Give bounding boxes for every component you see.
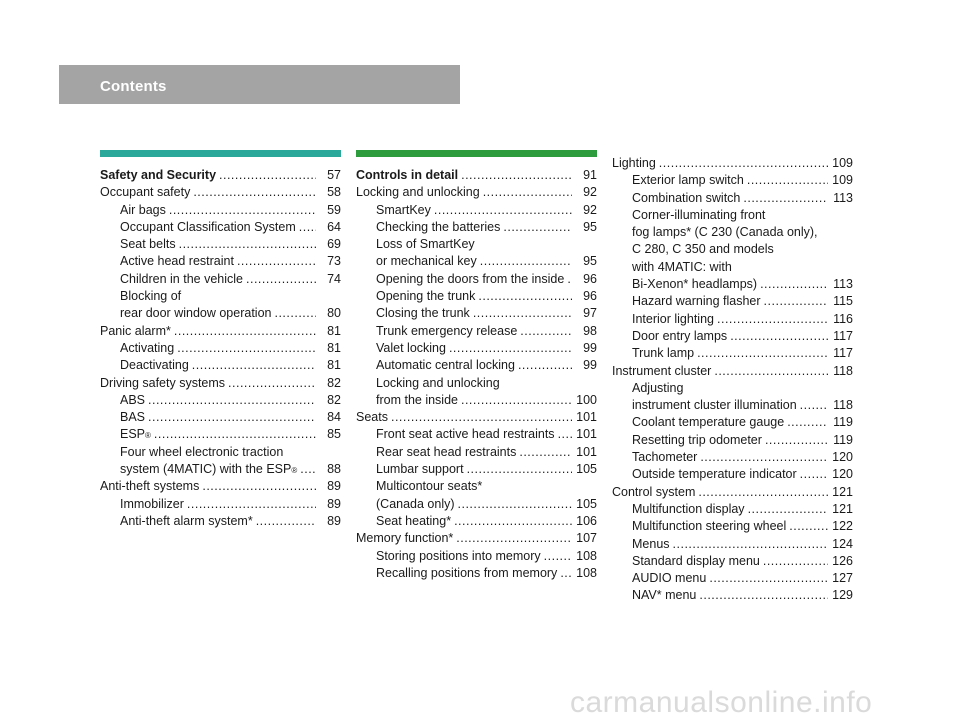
dot-leader	[764, 293, 828, 310]
dot-leader	[567, 271, 572, 288]
toc-entry-page: 64	[327, 219, 341, 234]
toc-entry[interactable]	[356, 548, 597, 565]
toc-entry-title: Adjusting	[632, 380, 684, 395]
toc-entry-title: Menus	[632, 536, 670, 551]
dot-leader	[787, 414, 828, 431]
toc-entry-page: 96	[583, 289, 597, 304]
toc-entry-page: 117	[833, 328, 853, 343]
toc-entry-title: with 4MATIC: with	[632, 259, 732, 274]
dot-leader	[193, 184, 316, 201]
toc-entry[interactable]: system (4MATIC) with the ESP ® ..... 88	[100, 461, 341, 478]
toc-entry-page: 89	[327, 513, 341, 528]
section-rule-green	[356, 150, 597, 157]
toc-entry[interactable]	[612, 449, 853, 466]
toc-entry[interactable]	[100, 478, 341, 495]
toc-entry-page: 101	[576, 410, 597, 425]
toc-entry-page: 107	[576, 531, 597, 546]
dot-leader	[177, 340, 316, 357]
toc-entry-title: Valet locking	[376, 340, 446, 355]
toc-entry-title: Recalling positions from memory	[376, 565, 558, 580]
toc-entry-page: 108	[576, 565, 597, 580]
toc-entry-page: 59	[327, 202, 341, 217]
toc-entry-title: Rear seat head restraints	[376, 444, 517, 459]
toc-entry-page: 119	[833, 432, 853, 447]
toc-entry[interactable]	[356, 496, 597, 513]
toc-entry[interactable]	[612, 328, 853, 345]
dot-leader	[659, 155, 828, 172]
toc-entry-page: 81	[327, 323, 341, 338]
toc-entry-title: Resetting trip odometer	[632, 432, 762, 447]
dot-leader	[454, 513, 572, 530]
dot-leader	[202, 478, 316, 495]
toc-entry-page: 99	[583, 358, 597, 373]
toc-entry-title: Locking and unlocking	[356, 185, 480, 200]
toc-entry[interactable]	[100, 184, 341, 201]
toc-entry[interactable]	[100, 288, 341, 305]
dot-leader	[519, 444, 572, 461]
dot-leader	[560, 565, 572, 582]
toc-entry-title: Occupant safety	[100, 185, 191, 200]
toc-entry[interactable]	[612, 432, 853, 449]
toc-entry-page: 95	[583, 219, 597, 234]
dot-leader	[730, 328, 828, 345]
dot-leader	[483, 184, 572, 201]
dot-leader	[558, 426, 572, 443]
dot-leader	[246, 271, 316, 288]
toc-entry-title: Panic alarm*	[100, 323, 171, 338]
dot-leader	[179, 236, 316, 253]
header-bar	[59, 65, 460, 104]
toc-entry[interactable]	[356, 305, 597, 322]
toc-entry-title: Occupant Classification System	[120, 219, 296, 234]
toc-entry-title: Automatic central locking	[376, 358, 515, 373]
page-title: Contents	[100, 78, 167, 95]
dot-leader	[503, 219, 572, 236]
toc-entry-title: C 280, C 350 and models	[632, 242, 774, 257]
toc-entry[interactable]: ESP ® ..... 85	[100, 426, 341, 443]
toc-entry[interactable]	[100, 202, 341, 219]
toc-entry-page: 58	[327, 185, 341, 200]
toc-entry-page: 74	[327, 271, 341, 286]
toc-entry-title: Interior lighting	[632, 311, 714, 326]
toc-entry-page: 122	[832, 519, 853, 534]
toc-entry-title: Opening the trunk	[376, 289, 476, 304]
toc-entry-title: instrument cluster illumination	[632, 398, 797, 413]
toc-entry-title: Instrument cluster	[612, 363, 712, 378]
dot-leader	[154, 426, 316, 443]
toc-entry-title: Trunk lamp	[632, 346, 695, 361]
toc-entry-page: 118	[833, 363, 853, 378]
toc-list	[612, 155, 853, 605]
toc-entry-title: Trunk emergency release	[376, 323, 518, 338]
toc-entry-page: 81	[327, 358, 341, 373]
toc-entry-page: 119	[833, 415, 853, 430]
toc-entry-title: Activating	[120, 340, 175, 355]
toc-entry-page: 121	[832, 484, 853, 499]
toc-entry-title: BAS	[120, 410, 146, 425]
toc-entry-page: 116	[833, 311, 853, 326]
dot-leader	[760, 276, 828, 293]
dot-leader	[174, 323, 316, 340]
toc-entry-title: from the inside	[376, 392, 458, 407]
section-rule-teal	[100, 150, 341, 157]
dot-leader	[518, 357, 572, 374]
dot-leader	[748, 501, 828, 518]
toc-entry[interactable]	[100, 219, 341, 236]
toc-entry[interactable]	[356, 340, 597, 357]
toc-entry-page: 88	[327, 462, 341, 477]
toc-entry[interactable]	[612, 466, 853, 483]
toc-entry-page: 91	[583, 168, 597, 182]
toc-entry-title: rear door window operation	[120, 306, 272, 321]
toc-entry[interactable]	[612, 501, 853, 518]
toc-entry-title: Exterior lamp switch	[632, 173, 744, 188]
dot-leader	[192, 357, 316, 374]
toc-entry-title: Seats	[356, 410, 388, 425]
dot-leader	[520, 323, 572, 340]
toc-entry-title: Multicontour seats*	[376, 479, 483, 494]
dot-leader	[300, 461, 316, 478]
dot-leader	[709, 570, 828, 587]
toc-entry[interactable]	[612, 293, 853, 310]
toc-entry-title: Hazard warning flasher	[632, 294, 761, 309]
toc-entry[interactable]	[612, 224, 853, 241]
toc-entry[interactable]	[100, 392, 341, 409]
toc-entry[interactable]	[612, 241, 853, 258]
toc-entry[interactable]	[612, 276, 853, 293]
toc-entry-page: 92	[583, 202, 597, 217]
toc-entry[interactable]	[612, 259, 853, 276]
toc-entry-page: 105	[576, 496, 597, 511]
dot-leader	[274, 305, 316, 322]
toc-entry[interactable]	[612, 311, 853, 328]
toc-entry-page: 115	[833, 294, 853, 309]
toc-entry-title: Anti-theft systems	[100, 479, 200, 494]
toc-entry-page: 120	[832, 450, 853, 465]
toc-entry-title: Corner-illuminating front	[632, 207, 766, 222]
toc-entry-page: 106	[576, 513, 597, 528]
toc-entry-title: Outside temperature indicator	[632, 467, 797, 482]
toc-entry-page: 96	[583, 271, 597, 286]
toc-entry[interactable]	[100, 236, 341, 253]
toc-entry-title: Storing positions into memory	[376, 548, 541, 563]
toc-entry-page: 89	[327, 496, 341, 511]
dot-leader	[747, 172, 828, 189]
dot-leader	[717, 311, 828, 328]
toc-entry-title: Memory function*	[356, 531, 454, 546]
toc-entry-page: 80	[327, 306, 341, 321]
dot-leader	[449, 340, 572, 357]
toc-entry-page: 57	[327, 168, 341, 182]
toc-entry[interactable]	[612, 484, 853, 501]
toc-entry[interactable]	[100, 253, 341, 270]
toc-entry-title: Opening the doors from the inside	[376, 271, 565, 286]
dot-leader	[237, 253, 316, 270]
toc-entry[interactable]	[356, 426, 597, 443]
toc-entry[interactable]	[612, 363, 853, 380]
toc-entry-title: Door entry lamps	[632, 328, 728, 343]
toc-entry[interactable]	[356, 444, 597, 461]
toc-entry[interactable]	[612, 190, 853, 207]
toc-entry-title: Blocking of	[120, 289, 182, 304]
toc-entry-title: Closing the trunk	[376, 306, 470, 321]
toc-entry[interactable]	[356, 253, 597, 270]
toc-entry-page: 127	[832, 571, 853, 586]
toc-entry-page: 121	[832, 501, 853, 516]
toc-column-lighting	[612, 155, 853, 605]
toc-entry[interactable]	[100, 375, 341, 392]
toc-entry-page: 120	[832, 467, 853, 482]
toc-entry[interactable]	[612, 397, 853, 414]
toc-entry[interactable]	[612, 553, 853, 570]
dot-leader	[169, 202, 316, 219]
toc-entry-page: 69	[327, 237, 341, 252]
toc-entry[interactable]	[100, 409, 341, 426]
dot-leader	[187, 496, 316, 513]
dot-leader	[700, 449, 828, 466]
toc-entry[interactable]	[100, 167, 341, 184]
toc-list	[100, 167, 341, 530]
dot-leader	[544, 548, 572, 565]
toc-entry-page: 101	[576, 444, 597, 459]
dot-leader	[219, 167, 316, 184]
toc-entry-page: 73	[327, 254, 341, 269]
dot-leader	[800, 466, 828, 483]
toc-entry-title: Tachometer	[632, 450, 698, 465]
toc-entry-title: Safety and Security	[100, 168, 217, 182]
dot-leader	[148, 409, 316, 426]
toc-entry[interactable]	[356, 288, 597, 305]
dot-leader	[299, 219, 316, 236]
toc-column-safety	[100, 150, 341, 530]
toc-entry[interactable]	[356, 375, 597, 392]
dot-leader	[714, 363, 828, 380]
toc-entry-title: Loss of SmartKey	[376, 237, 475, 252]
toc-entry-page: 109	[832, 156, 853, 170]
dot-leader	[256, 513, 316, 530]
toc-entry-title: Immobilizer	[120, 496, 184, 511]
toc-entry-page: 109	[832, 173, 853, 188]
toc-entry-title: Deactivating	[120, 358, 189, 373]
dot-leader	[473, 305, 572, 322]
dot-leader	[800, 397, 828, 414]
toc-entry[interactable]	[612, 536, 853, 553]
toc-entry-page: 126	[832, 553, 853, 568]
dot-leader	[391, 409, 572, 426]
toc-entry-title: Front seat active head restraints	[376, 427, 555, 442]
toc-entry[interactable]	[356, 271, 597, 288]
toc-entry-page: 100	[576, 392, 597, 407]
toc-entry-title: Four wheel electronic traction	[120, 444, 284, 459]
toc-column-controls	[356, 150, 597, 582]
toc-entry[interactable]	[356, 219, 597, 236]
toc-entry-page: 85	[327, 427, 341, 442]
toc-entry-title: Anti-theft alarm system*	[120, 513, 253, 528]
dot-leader	[765, 432, 828, 449]
toc-entry-title: Active head restraint	[120, 254, 234, 269]
toc-entry[interactable]	[356, 167, 597, 184]
toc-entry[interactable]	[612, 172, 853, 189]
dot-leader	[480, 253, 572, 270]
toc-entry[interactable]	[356, 409, 597, 426]
toc-entry[interactable]	[356, 478, 597, 495]
toc-entry-page: 81	[327, 340, 341, 355]
toc-entry[interactable]	[356, 513, 597, 530]
toc-entry-title: Bi-Xenon* headlamps)	[632, 277, 758, 292]
toc-entry-page: 113	[833, 277, 853, 292]
toc-entry[interactable]	[356, 323, 597, 340]
dot-leader	[461, 167, 572, 184]
toc-entry[interactable]	[356, 392, 597, 409]
toc-entry-page: 113	[833, 190, 853, 205]
dot-leader	[456, 530, 572, 547]
dot-leader	[478, 288, 572, 305]
toc-entry[interactable]	[100, 305, 341, 322]
toc-entry[interactable]	[612, 518, 853, 535]
toc-entry[interactable]	[356, 236, 597, 253]
toc-entry-title: Checking the batteries	[376, 219, 501, 234]
toc-entry-title: or mechanical key	[376, 254, 477, 269]
toc-entry-title: Air bags	[120, 202, 166, 217]
toc-entry-page: 118	[833, 398, 853, 413]
dot-leader	[673, 536, 828, 553]
dot-leader	[699, 587, 828, 604]
toc-entry-title: Children in the vehicle	[120, 271, 243, 286]
toc-entry-title: fog lamps* (C 230 (Canada only),	[632, 225, 818, 240]
toc-entry-page: 84	[327, 410, 341, 425]
toc-entry-page: 117	[833, 346, 853, 361]
toc-entry[interactable]	[612, 587, 853, 604]
toc-entry-page: 97	[583, 306, 597, 321]
toc-entry[interactable]	[100, 513, 341, 530]
dot-leader	[461, 392, 572, 409]
dot-leader	[228, 375, 316, 392]
dot-leader	[743, 190, 828, 207]
toc-entry[interactable]	[356, 565, 597, 582]
toc-entry[interactable]	[612, 207, 853, 224]
dot-leader	[458, 496, 572, 513]
toc-entry[interactable]	[612, 345, 853, 362]
dot-leader	[697, 345, 828, 362]
dot-leader	[698, 484, 828, 501]
toc-entry-page: 101	[576, 427, 597, 442]
toc-entry-title: Lighting	[612, 156, 656, 170]
toc-entry-title: SmartKey	[376, 202, 431, 217]
toc-entry-title: Locking and unlocking	[376, 375, 500, 390]
dot-leader	[763, 553, 828, 570]
toc-entry[interactable]	[100, 271, 341, 288]
toc-list	[356, 167, 597, 582]
toc-entry-title: NAV* menu	[632, 588, 697, 603]
toc-entry-page: 99	[583, 340, 597, 355]
toc-entry-title: Multifunction steering wheel	[632, 519, 787, 534]
toc-entry-title: Seat heating*	[376, 513, 452, 528]
toc-entry[interactable]	[356, 461, 597, 478]
toc-entry-page: 89	[327, 479, 341, 494]
toc-entry-title: Standard display menu	[632, 553, 760, 568]
toc-entry[interactable]	[612, 155, 853, 172]
toc-entry-title: ESP	[120, 427, 146, 442]
toc-entry[interactable]	[100, 323, 341, 340]
toc-entry-page: 129	[832, 588, 853, 603]
dot-leader	[434, 202, 572, 219]
toc-entry[interactable]	[356, 530, 597, 547]
dot-leader	[789, 518, 828, 535]
toc-entry[interactable]	[100, 444, 341, 461]
toc-entry-page: 92	[583, 185, 597, 200]
toc-entry[interactable]	[356, 202, 597, 219]
toc-entry-title: Control system	[612, 484, 696, 499]
toc-entry-title: ABS	[120, 392, 146, 407]
toc-entry-title: (Canada only)	[376, 496, 455, 511]
watermark: carmanualsonline.info	[570, 686, 873, 719]
toc-entry-title: Lumbar support	[376, 462, 464, 477]
toc-entry-page: 124	[832, 536, 853, 551]
toc-entry[interactable]	[612, 414, 853, 431]
toc-entry-title: Seat belts	[120, 237, 176, 252]
toc-entry-page: 82	[327, 392, 341, 407]
toc-entry-title: Controls in detail	[356, 168, 459, 182]
toc-entry-page: 95	[583, 254, 597, 269]
toc-entry[interactable]	[100, 340, 341, 357]
dot-leader	[467, 461, 572, 478]
toc-entry[interactable]	[356, 184, 597, 201]
toc-entry-title: system (4MATIC) with the ESP	[120, 462, 292, 477]
toc-entry-page: 98	[583, 323, 597, 338]
toc-entry-page: 108	[576, 548, 597, 563]
toc-entry-title: Driving safety systems	[100, 375, 226, 390]
toc-entry[interactable]	[612, 380, 853, 397]
toc-entry[interactable]	[356, 357, 597, 374]
toc-entry-title: Coolant temperature gauge	[632, 415, 785, 430]
toc-entry[interactable]	[612, 570, 853, 587]
dot-leader	[148, 392, 316, 409]
toc-entry[interactable]	[100, 496, 341, 513]
toc-entry[interactable]	[100, 357, 341, 374]
toc-entry-page: 105	[576, 462, 597, 477]
toc-entry-title: AUDIO menu	[632, 571, 707, 586]
toc-entry-page: 82	[327, 375, 341, 390]
toc-entry-title: Multifunction display	[632, 501, 745, 516]
toc-entry-title: Combination switch	[632, 190, 741, 205]
